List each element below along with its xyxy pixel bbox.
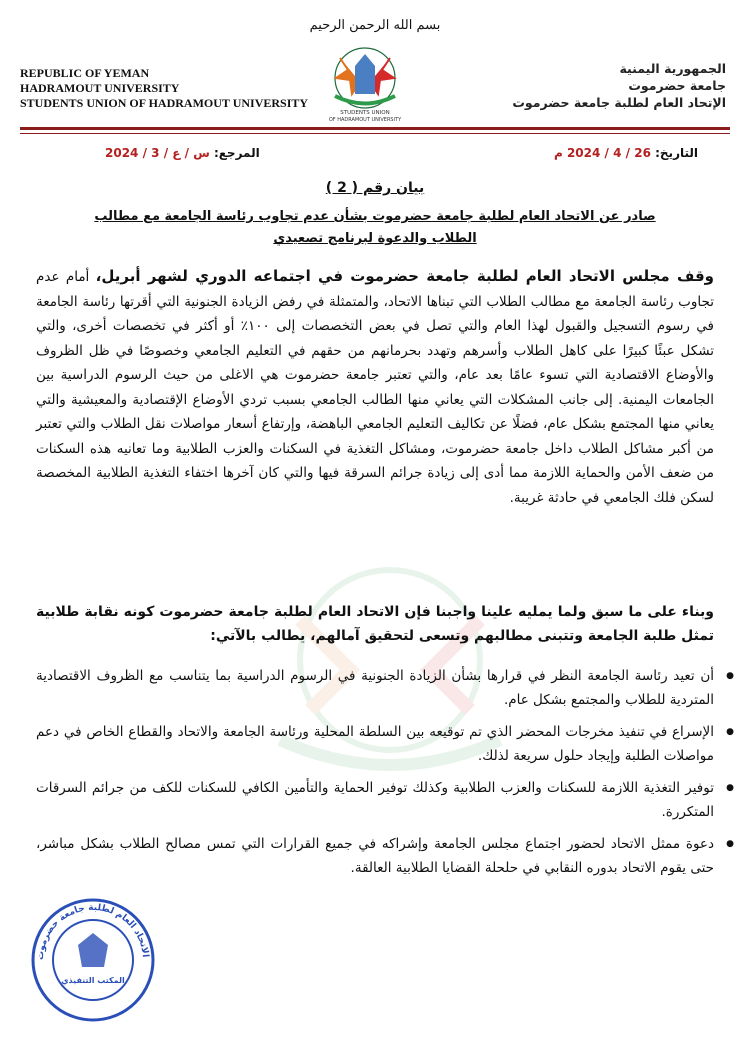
demand-item-transport: ● الإسراع في تنفيذ مخرجات المحضر الذي تم توقيعه بين السلطة المحلية ورئاسة الجامعة والاتحاد والقطاع الخاص في دعم مواصلات الطلبة وإيجاد حلول سريعة لذلك. (36, 720, 714, 768)
arabic-line-university: جامعة حضرموت (628, 78, 726, 93)
svg-text:OF HADRAMOUT UNIVERSITY: OF HADRAMOUT UNIVERSITY (328, 117, 402, 123)
paragraph-demands-intro: وبناء على ما سبق ولما يمليه علينا واجبنا فإن الاتحاد العام لطلبة جامعة حضرموت كونه نقابة طلابية تمثل طلبة الجامعة وتتبنى مطالبهم وتسعى لتحقيق آمالهم، يطالب بالآتي: (36, 604, 714, 644)
arabic-line-country: الجمهورية اليمنية (619, 61, 726, 76)
header-divider (20, 127, 730, 130)
arabic-letterhead (512, 60, 726, 111)
stamp-outer-text: الاتحاد العام لطلبة جامعة حضرموت (35, 902, 150, 961)
demand-item-representation: ● دعوة ممثل الاتحاد لحضور اجتماع مجلس الجامعة وإشراكه في جميع القرارات التي تمس مصالح الطلاب بشكل مباشر، حتى يقوم الاتحاد بدوره النقابي في حلحلة القضايا الطلابية العالقة. (36, 832, 714, 880)
reference-label: المرجع: (213, 146, 260, 160)
header-divider-thin (20, 133, 730, 134)
statement-subtitle: صادر عن الاتحاد العام لطلبة جامعة حضرموت بشأن عدم تجاوب رئاسة الجامعة مع مطالب الطلاب والدعوة لبرنامج تصعيدي (94, 209, 656, 246)
stamp-inner-text: المكتب التنفيذي (61, 976, 125, 985)
date-line (554, 146, 698, 160)
english-line-university: HADRAMOUT UNIVERSITY (20, 81, 180, 95)
svg-text:STUDENTS UNION: STUDENTS UNION (340, 110, 390, 116)
official-stamp (28, 895, 158, 1025)
statement-title: بيان رقم ( 2 ) (325, 180, 425, 196)
reference-line (105, 146, 260, 160)
reference-value: س / ع / 3 / 2024 (105, 146, 210, 160)
date-value: 26 / 4 / 2024 م (553, 146, 651, 160)
paragraph-background (36, 264, 714, 510)
demand-item-housing: ● توفير التغذية اللازمة للسكنات والعزب الطلابية وكذلك توفير الحماية والتأمين الكافي للسكنات للكف من جرائم السرقات المتكررة. (36, 776, 714, 824)
paragraph-lead: وقف مجلس الاتحاد العام لطلبة جامعة حضرموت في اجتماعه الدوري لشهر أبريل، (95, 267, 714, 285)
arabic-line-union: الإتحاد العام لطلبة جامعة حضرموت (512, 95, 726, 110)
english-line-country: REPUBLIC OF YEMAN (20, 66, 150, 80)
english-letterhead (20, 66, 308, 111)
basmala: بسم الله الرحمن الرحيم (309, 18, 441, 33)
demand-item-fees: ● أن تعيد رئاسة الجامعة النظر في قرارها بشأن الزيادة الجنونية في الرسوم الدراسية بما يتناسب مع الظروف الاقتصادية المتردية للطلاب والمجتمع بشكل عام. (36, 664, 714, 712)
demands-list (36, 664, 736, 888)
date-label: التاريخ: (655, 146, 698, 160)
paragraph-body: أمام عدم تجاوب رئاسة الجامعة مع مطالب الطلاب التي تبناها الاتحاد، والمتمثلة في رفض الزيادة الجنونية التي أقرتها رئاسة الجامعة في رسوم التسجيل والقبول لهذا العام والتي تصل في بعض التخصصات إلى ١٠٠٪ أو أكثر في تخصصات أخرى، والتي تشكل عبئًا كبيرًا على كاهل الطلاب وأسرهم وتهدد بحرمانهم من حقهم في التعليم الجامعي وخصوصًا في ظل الظروف والأوضاع الاقتصادية التي تسوء عامًا بعد عام، والتي تعتبر جامعة حضرموت هي الاغلى من حيث الرسوم الدراسية بين الجامعات اليمنية. إلى جانب المشكلات التي يعاني منها الطالب الجامعي بسبب تردي الأوضاع الإقتصادية والمعيشية والتي يعاني منها المجتمع بشكل عام، فضلًا عن تكاليف التعليم الجامعي الباهضة، وإرتفاع أسعار مواصلات نقل الطلاب والتي تعتبر من أكبر مشاكل الطلاب داخل جامعة حضرموت، ومشاكل التغذية في السكنات والعزب الطلابية وما تعانيه هذه السكنات من ضعف الأمن والحماية اللازمة مما أدى إلى زيادة جرائم السرقة فيها والتي كان آخرها اختفاء التغذية الطلابية المخصصة لسكن فلك الجامعي في حادثة غريبة. (36, 269, 714, 506)
union-logo (300, 36, 430, 126)
english-line-union: STUDENTS UNION OF HADRAMOUT UNIVERSITY (20, 96, 309, 110)
